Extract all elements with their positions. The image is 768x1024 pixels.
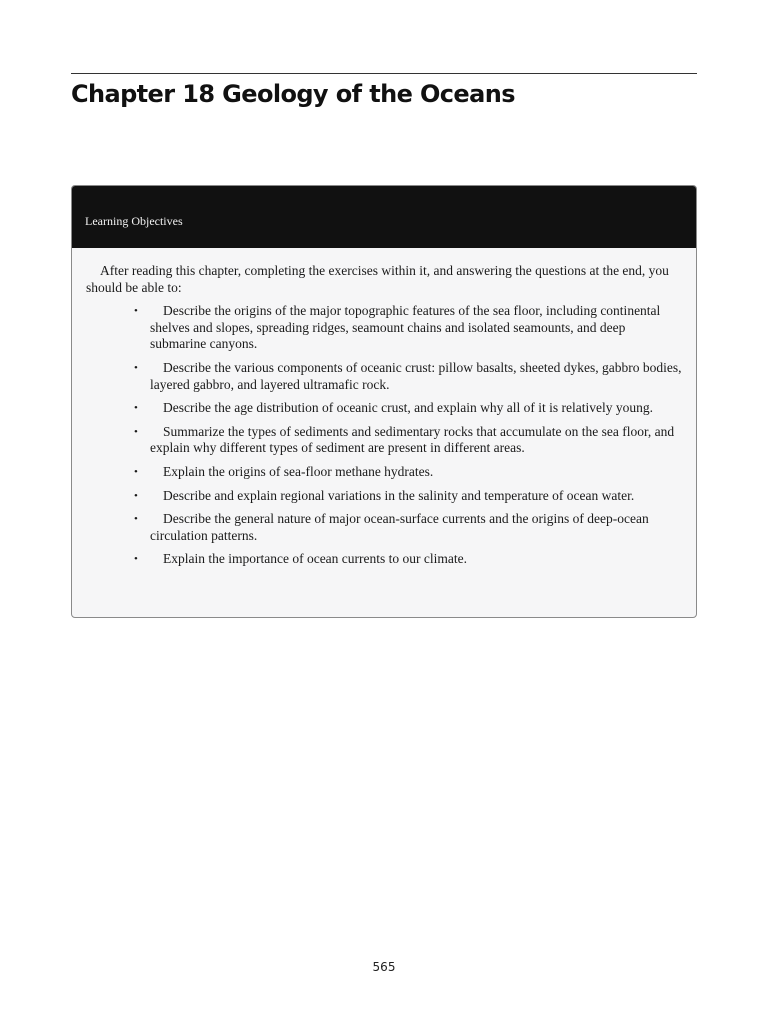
objectives-list: [86, 303, 682, 568]
learning-objectives-heading: Learning Objectives: [85, 214, 183, 228]
objective-text: Describe and explain regional variations in the salinity and temperature of ocean water.: [163, 487, 635, 503]
list-item: [134, 511, 682, 544]
bullet-icon: •: [134, 465, 138, 478]
list-item: [134, 463, 682, 481]
bullet-icon: •: [134, 489, 138, 502]
objective-text: Describe the age distribution of oceanic crust, and explain why all of it is relatively young.: [163, 400, 653, 416]
objective-text: Explain the origins of sea-floor methane hydrates.: [163, 463, 434, 479]
objective-text: Explain the importance of ocean currents to our climate.: [163, 551, 468, 567]
objective-text: Describe the origins of the major topographic features of the sea floor, including continental shelves and slopes, spreading ridges, seamount chains and isolated seamounts, and deep submarine canyons.: [150, 303, 661, 352]
bullet-icon: •: [134, 425, 138, 438]
objective-text: Describe the general nature of major ocean-surface currents and the origins of deep-ocean circulation patterns.: [150, 511, 649, 543]
chapter-title: Chapter 18 Geology of the Oceans: [71, 80, 515, 108]
learning-objectives-header: [72, 186, 696, 248]
bullet-icon: •: [134, 305, 138, 318]
list-item: [134, 359, 682, 393]
list-item: [134, 551, 682, 568]
learning-objectives-box: [71, 185, 697, 618]
bullet-icon: •: [134, 553, 138, 566]
header-rule: [71, 73, 697, 74]
objective-text: Describe the various components of oceanic crust: pillow basalts, sheeted dykes, gabbro bodies, layered gabbro, and layered ultramafic rock.: [150, 359, 682, 392]
learning-objectives-body: [72, 248, 696, 568]
bullet-icon: •: [134, 513, 138, 526]
bullet-icon: •: [134, 402, 138, 415]
intro-paragraph: After reading this chapter, completing the exercises within it, and answering the questions at the end, you should be able to:: [86, 263, 669, 295]
page-number: 565: [372, 960, 396, 974]
bullet-icon: •: [134, 361, 138, 374]
list-item: [134, 423, 682, 457]
list-item: [134, 487, 682, 505]
list-item: [134, 303, 682, 353]
list-item: [134, 400, 682, 417]
objective-text: Summarize the types of sediments and sedimentary rocks that accumulate on the sea floor, and explain why different types of sediment are present in different areas.: [150, 423, 675, 456]
